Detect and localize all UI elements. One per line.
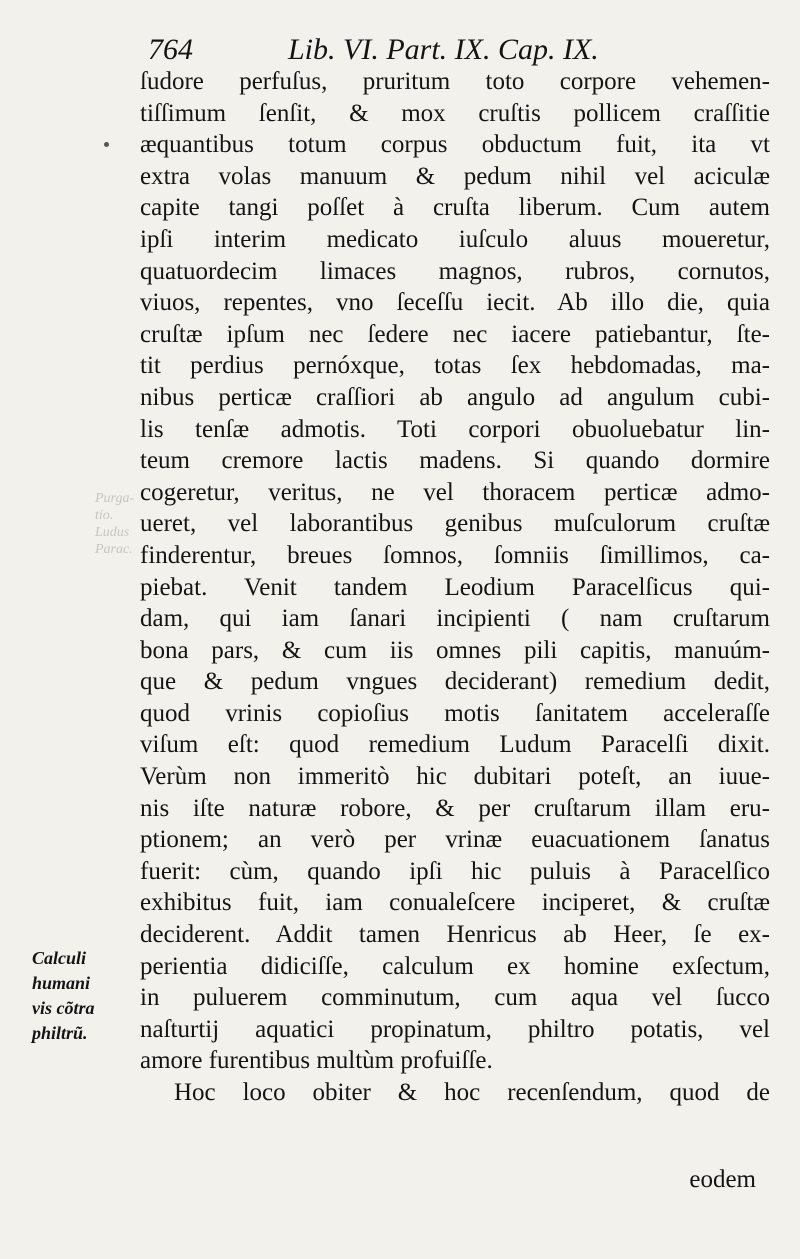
text-line: naſturtij aquatici propinatum, philtro potatis, vel [140, 1015, 770, 1043]
text-line: capite tangi poſſet à cruſta liberum. Cum autem [140, 194, 770, 222]
text-line: cogeretur, veritus, ne vel thoracem perticæ admo- [140, 478, 770, 506]
text-line: deciderent. Addit tamen Henricus ab Heer, ſe ex- [140, 921, 770, 949]
ink-mark [104, 142, 109, 147]
text-line: ueret, vel laborantibus genibus muſculorum cruſtæ [140, 510, 770, 538]
text-line: tiſſimum ſenſit, & mox cruſtis pollicem craſſitie [140, 99, 770, 127]
text-line: ſudore perfuſus, pruritum toto corpore vehemen- [140, 68, 770, 95]
text-line: ipſi interim medicato iuſculo aluus moueretur, [140, 225, 770, 253]
body-text [140, 66, 770, 1109]
text-line: nibus perticæ craſſiori ab angulo ad angulum cubi- [140, 383, 770, 411]
text-line: quatuordecim limaces magnos, rubros, cornutos, [140, 257, 770, 285]
text-line: cruſtæ ipſum nec ſedere nec iacere patiebantur, ſte- [140, 320, 770, 348]
marginal-note-line: vis cõtra [32, 998, 95, 1018]
marginal-note [32, 946, 137, 1046]
text-line: in puluerem comminutum, cum aqua vel ſucco [140, 984, 770, 1012]
text-line: finderentur, breues ſomnos, ſomniis ſimillimos, ca- [140, 541, 770, 569]
text-line: lis tenſæ admotis. Toti corpori obuoluebatur lin- [140, 415, 770, 443]
text-line: Verùm non immeritò hic dubitari poteſt, an iuue- [140, 763, 770, 791]
text-line: tit perdius pernóxque, totas ſex hebdomadas, ma- [140, 352, 770, 380]
text-line: æquantibus totum corpus obductum fuit, ita vt [140, 131, 770, 159]
text-line: ptionem; an verò per vrinæ euacuationem ſanatus [140, 826, 770, 854]
marginal-note-line: Calculi [32, 948, 87, 968]
text-line: Hoc loco obiter & hoc recenſendum, quod de [174, 1079, 770, 1106]
text-line: piebat. Venit tandem Leodium Paracelſicus qui- [140, 573, 770, 601]
show-through-text: Purga- tio. Ludus Parac. [95, 491, 135, 557]
text-line: que & pedum vngues deciderant) remedium dedit, [140, 668, 770, 696]
marginal-note-line: philtrũ. [32, 1023, 88, 1043]
text-line: fuerit: cùm, quando ipſi hic puluis à Paracelſico [140, 857, 770, 885]
text-line: perientia didiciſſe, calculum ex homine exſectum, [140, 952, 770, 980]
text-line: nis iſte naturæ robore, & per cruſtarum illam eru- [140, 794, 770, 822]
running-title: Lib. VI. Part. IX. Cap. IX. [288, 33, 599, 66]
text-line: teum cremore lactis madens. Si quando dormire [140, 447, 770, 475]
text-line: exhibitus fuit, iam conualeſcere inciperet, & cruſtæ [140, 889, 770, 917]
page-number: 764 [148, 33, 193, 66]
text-line: quod vrinis copioſius motis ſanitatem acceleraſſe [140, 699, 770, 727]
running-head [148, 30, 760, 70]
text-line: bona pars, & cum iis omnes pili capitis, manuúm- [140, 636, 770, 664]
text-line: viuos, repentes, vno ſeceſſu iecit. Ab illo die, quia [140, 289, 770, 317]
marginal-note-line: humani [32, 973, 91, 993]
text-line: dam, qui iam ſanari incipienti ( nam cruſtarum [140, 605, 770, 633]
catchword: eodem [689, 1166, 756, 1193]
text-line: amore furentibus multùm profuiſſe. [140, 1047, 493, 1075]
text-line: extra volas manuum & pedum nihil vel aciculæ [140, 162, 770, 190]
text-line: viſum eſt: quod remedium Ludum Paracelſi dixit. [140, 731, 770, 759]
